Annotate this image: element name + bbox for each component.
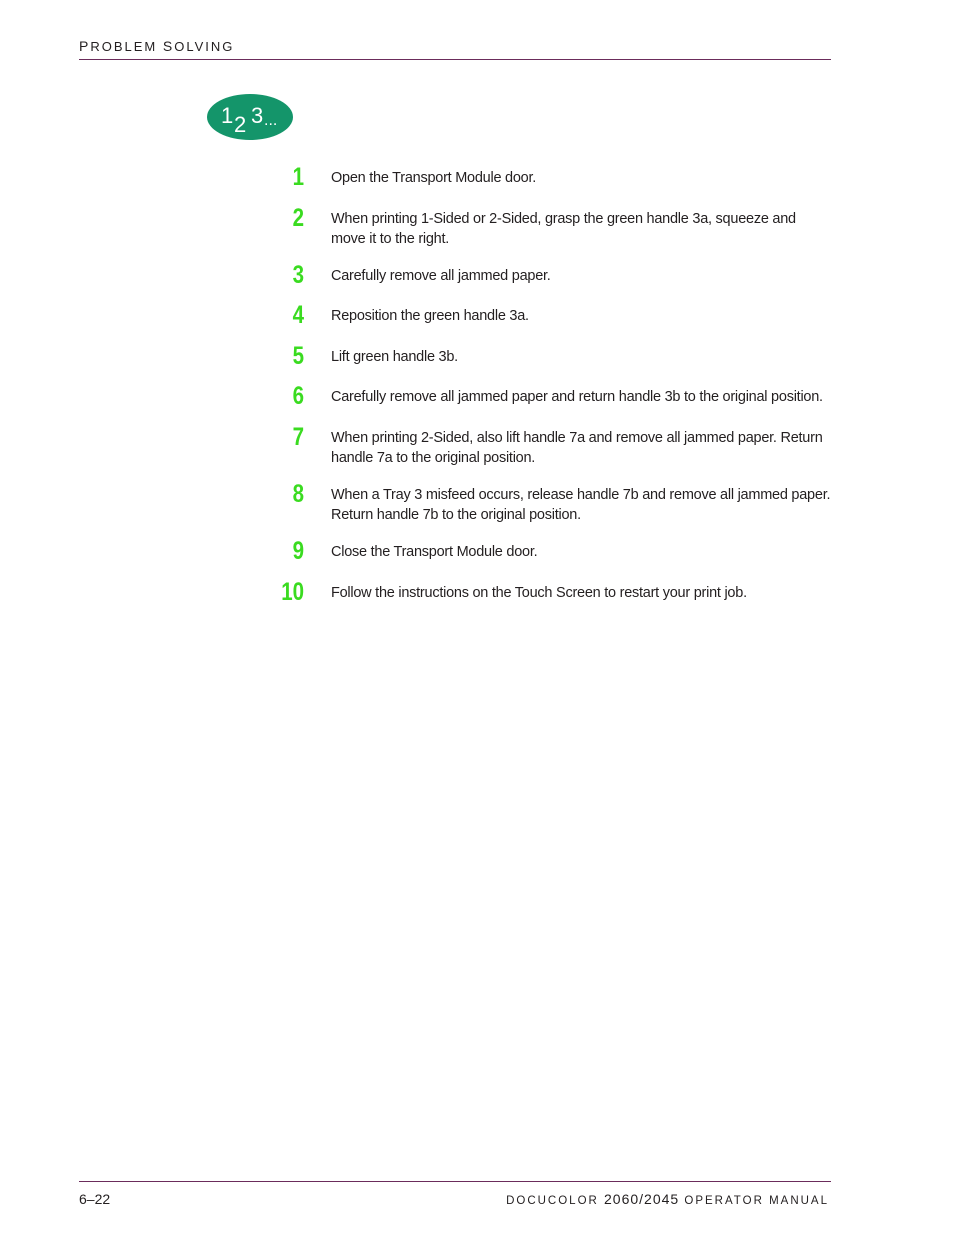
- badge-digit-3: 3: [251, 103, 264, 128]
- step-number: 2: [292, 204, 304, 232]
- header-word-rest-1: ROBLEM: [90, 39, 163, 54]
- running-header: [79, 38, 830, 54]
- step-number: 4: [292, 301, 304, 329]
- header-initial-s: S: [162, 38, 175, 54]
- badge-digit-1: 1: [221, 103, 234, 128]
- badge-digit-2: 2: [234, 112, 247, 137]
- step-number: 1: [292, 163, 304, 191]
- step-number: 10: [281, 578, 304, 606]
- footer-manual: OPERATOR MANUAL: [679, 1195, 829, 1207]
- header-word-rest-2: OLVING: [174, 39, 235, 54]
- step-text: Follow the instructions on the Touch Screen to restart your print job.: [331, 585, 747, 601]
- step-text: Carefully remove all jammed paper and return handle 3b to the original position.: [331, 389, 823, 405]
- step-number: 5: [292, 342, 304, 370]
- badge-ellipsis: ...: [264, 112, 278, 129]
- step-text: Open the Transport Module door.: [331, 170, 537, 186]
- numbered-steps-icon: [207, 94, 293, 140]
- step-number: 3: [292, 261, 304, 289]
- step-number: 7: [292, 423, 304, 451]
- step-number: 8: [292, 480, 304, 508]
- footer-brand: DOCUCOLOR: [506, 1195, 605, 1207]
- footer-rule: [79, 1181, 831, 1182]
- step-number: 6: [292, 382, 304, 410]
- step-text: Close the Transport Module door.: [331, 544, 538, 560]
- header-rule: [79, 59, 831, 60]
- step-number: 9: [292, 537, 304, 565]
- step-text: When printing 1-Sided or 2-Sided, grasp the green handle 3a, squeeze and move it to the right.: [331, 211, 796, 247]
- step-text: Reposition the green handle 3a.: [331, 308, 529, 324]
- step-text: When printing 2-Sided, also lift handle 7a and remove all jammed paper. Return handle 7a to the original position.: [331, 430, 823, 466]
- footer-model: 2060/2045: [604, 1191, 680, 1207]
- header-initial-p: P: [79, 38, 91, 54]
- step-text: Carefully remove all jammed paper.: [331, 268, 551, 284]
- step-text: Lift green handle 3b.: [331, 349, 458, 365]
- page-number: 6–22: [79, 1191, 111, 1207]
- step-text: When a Tray 3 misfeed occurs, release handle 7b and remove all jammed paper. Return handle 7b to the original position.: [331, 487, 831, 523]
- manual-title: [506, 1191, 829, 1207]
